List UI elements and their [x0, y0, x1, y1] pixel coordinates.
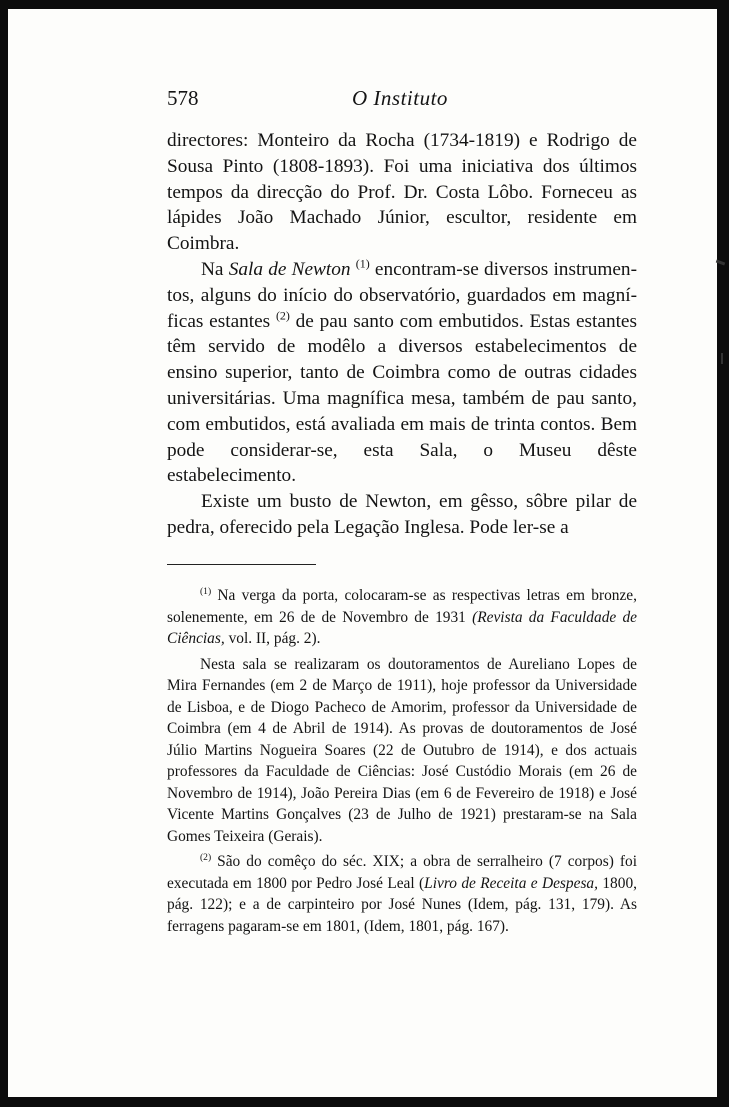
italic-title: (Revista da Faculdade de Ciências,	[167, 608, 637, 647]
footnote	[167, 851, 637, 937]
footnote-continuation: Nesta sala se realizaram os doutoramentos de Aureliano Lopes de Mira Fernandes (em 2 de Março de 1911), hoje professor da Universidade de Lisboa, e de Diogo Pacheco de Amorim, professor da Universidade de Coimbra (em 4 de Abril de 1914). As provas de doutoramentos de José Júlio Martins Nogueira Soares (22 de Outubro de 1914), e dos actuais professores da Faculdade de Ciências: José Custódio Morais (em 26 de Novembro de 1914), João Pereira Dias (em 6 de Fevereiro de 1918) e José Vicente Martins Gonçalves (23 de Julho de 1921) prestaram-se na Sala Gomes Teixeira (Gerais).	[167, 655, 637, 845]
paragraph: Existe um busto de Newton, em gêsso, sôbre pilar de pedra, oferecido pela Legação Inglesa. Pode ler-se a	[167, 491, 637, 538]
italic-title: Livro de Receita e Despesa,	[424, 874, 598, 892]
italic-title: Sala de Newton	[228, 258, 351, 280]
margin-mark	[716, 260, 725, 266]
footnote-ref: (1)	[355, 256, 370, 271]
text-run: São do comêço do séc. XIX; a obra de serralheiro (7 corpos) foi executada em 1800 por Pedro José Leal (	[167, 853, 637, 892]
text-run: Na	[201, 258, 229, 280]
footnote-marker: (2)	[200, 851, 212, 863]
paragraph: directores: Monteiro da Rocha (1734-1819) e Rodrigo de Sousa Pinto (1808-1893). Foi uma iniciativa dos últimos tempos da direcção do Prof. Dr. Costa Lôbo. Forneceu as lápides João Machado Júnior, escultor, residente em Coimbra.	[167, 130, 637, 255]
text-run: 1800, pág. 122); e a de carpinteiro por José Nunes (Idem, pág. 131, 179). As ferragens pagaram-se em 1801, (Idem, 1801, pág. 167).	[167, 874, 637, 935]
footnote-ref: (2)	[275, 308, 290, 323]
body-text	[167, 128, 637, 541]
text-run: de pau santo com embutidos. Estas estantes têm servido de modêlo a diversos estabelecimentos de ensino superior, tanto de Coimbra como de outras cidades universitárias. Uma magnífica mesa, também de pau santo, com embutidos, está avaliada em mais de trinta contos. Bem pode considerar-se, esta Sala, o Museu dêste estabelecimento.	[167, 310, 637, 487]
paragraph	[167, 257, 637, 489]
text-run: Na verga da porta, colocaram-se as respectivas letras em bronze, solenemente, em 26 de de Novembro de 1931	[167, 587, 637, 626]
text-run: vol. II, pág. 2).	[224, 630, 321, 647]
running-head: O Instituto	[352, 86, 448, 110]
footnotes	[167, 585, 637, 941]
margin-mark	[721, 353, 723, 364]
footnote	[167, 585, 637, 650]
footnote-rule	[167, 564, 316, 565]
page-number: 578	[167, 86, 199, 110]
footnote-marker: (1)	[200, 585, 212, 597]
text-run: encontram-se diversos instrumentos, alguns do início do observatório, guardados em magníficas estantes	[167, 258, 637, 332]
